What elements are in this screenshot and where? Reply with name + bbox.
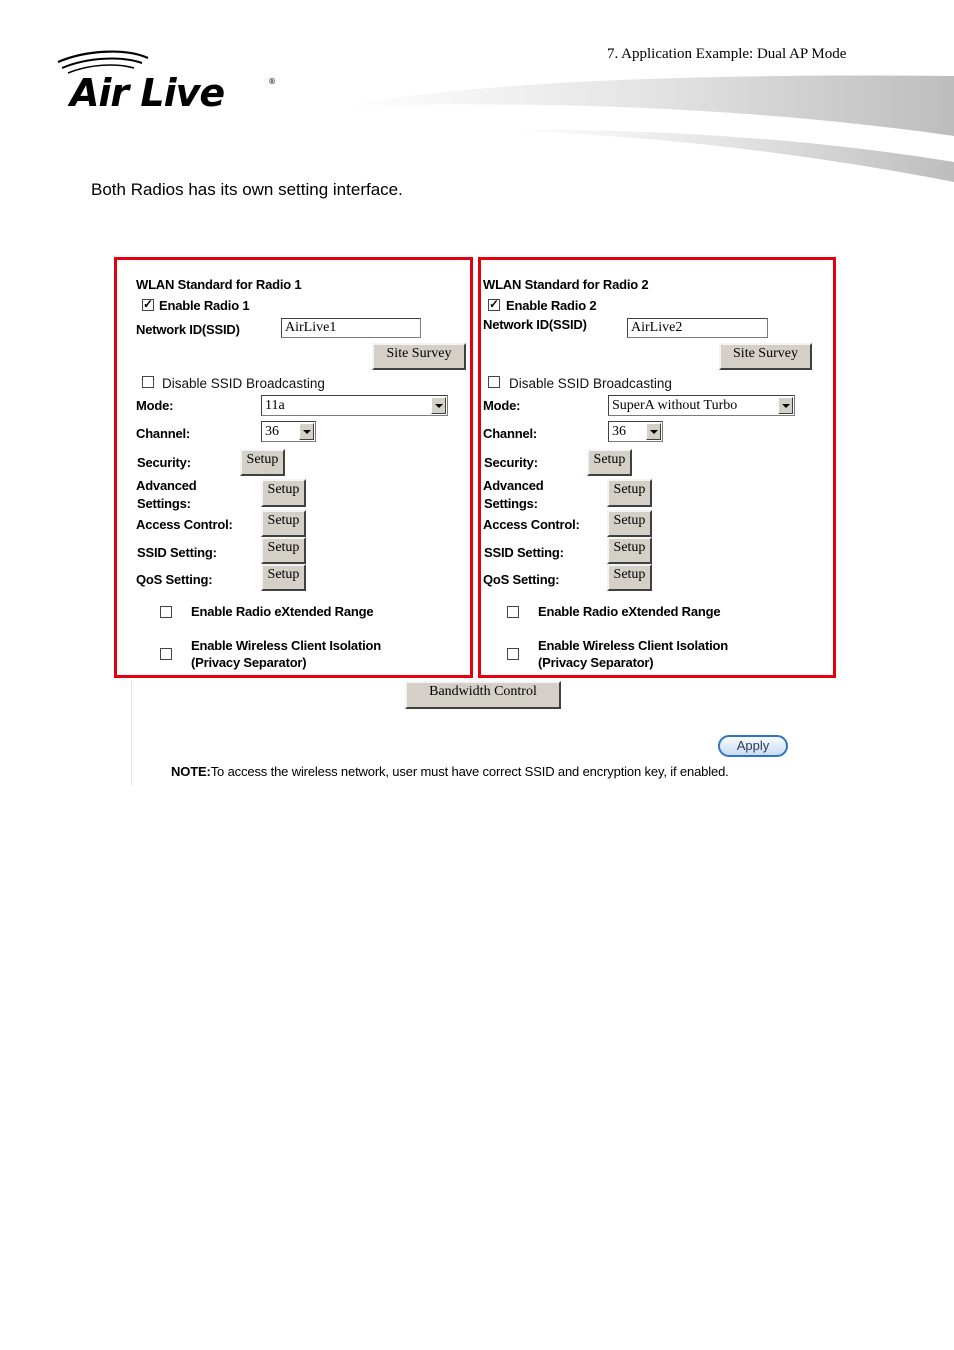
radio2-qos-label: QoS Setting: bbox=[483, 572, 560, 587]
note-prefix: NOTE: bbox=[171, 764, 211, 779]
apply-button[interactable]: Apply bbox=[718, 735, 788, 757]
radio2-mode-select[interactable] bbox=[608, 395, 795, 416]
radio1-qos-setup-button[interactable]: Setup bbox=[261, 564, 306, 591]
radio1-channel-value: 36 bbox=[265, 424, 279, 439]
radio1-ssid-input[interactable]: AirLive1 bbox=[281, 318, 421, 338]
radio2-access-label: Access Control: bbox=[483, 517, 580, 532]
svg-text:Air Live: Air Live bbox=[70, 71, 225, 115]
radio2-disable-broadcast-checkbox[interactable] bbox=[488, 376, 500, 388]
radio1-title: WLAN Standard for Radio 1 bbox=[136, 277, 302, 292]
note-body: To access the wireless network, user must have correct SSID and encryption key, if enabled. bbox=[210, 764, 729, 779]
radio1-mode-label: Mode: bbox=[136, 398, 174, 413]
radio2-title: WLAN Standard for Radio 2 bbox=[483, 277, 649, 292]
radio2-access-setup-button[interactable]: Setup bbox=[607, 510, 652, 537]
radio1-channel-label: Channel: bbox=[136, 426, 191, 441]
radio1-enable-checkbox[interactable] bbox=[142, 299, 154, 311]
chapter-header: 7. Application Example: Dual AP Mode bbox=[607, 46, 847, 62]
radio2-isolation-checkbox[interactable] bbox=[507, 648, 519, 660]
radio1-enable-label: Enable Radio 1 bbox=[159, 298, 250, 313]
radio1-isolation-sublabel: (Privacy Separator) bbox=[191, 655, 307, 670]
radio2-enable-label: Enable Radio 2 bbox=[506, 298, 597, 313]
radio1-security-setup-button[interactable]: Setup bbox=[240, 449, 285, 476]
radio1-qos-label: QoS Setting: bbox=[136, 572, 213, 587]
radio2-xr-checkbox[interactable] bbox=[507, 606, 519, 618]
radio2-enable-checkbox[interactable] bbox=[488, 299, 500, 311]
radio2-ssid-setting-label: SSID Setting: bbox=[484, 545, 564, 560]
chevron-down-icon[interactable] bbox=[778, 397, 793, 414]
airlive-logo bbox=[56, 48, 282, 118]
radio2-disable-broadcast-label: Disable SSID Broadcasting bbox=[509, 376, 672, 391]
chevron-down-icon[interactable] bbox=[646, 423, 661, 440]
radio1-disable-broadcast-label: Disable SSID Broadcasting bbox=[162, 376, 325, 391]
note-text bbox=[171, 764, 729, 779]
radio2-advanced-label-2: Settings: bbox=[484, 496, 538, 511]
panel-edge-line bbox=[131, 680, 132, 786]
radio2-qos-setup-button[interactable]: Setup bbox=[607, 564, 652, 591]
bandwidth-control-button[interactable]: Bandwidth Control bbox=[405, 681, 561, 709]
radio1-access-setup-button[interactable]: Setup bbox=[261, 510, 306, 537]
radio2-ssid-label: Network ID(SSID) bbox=[483, 317, 587, 332]
radio1-channel-select[interactable] bbox=[261, 421, 316, 442]
radio1-site-survey-button[interactable]: Site Survey bbox=[372, 343, 466, 370]
radio2-channel-select[interactable] bbox=[608, 421, 663, 442]
radio2-isolation-label: Enable Wireless Client Isolation bbox=[538, 638, 728, 653]
radio2-ssid-input[interactable]: AirLive2 bbox=[627, 318, 768, 338]
radio2-security-setup-button[interactable]: Setup bbox=[587, 449, 632, 476]
radio1-isolation-checkbox[interactable] bbox=[160, 648, 172, 660]
radio2-advanced-setup-button[interactable]: Setup bbox=[607, 479, 652, 507]
header-swoosh-graphic bbox=[340, 70, 954, 190]
radio2-security-label: Security: bbox=[484, 455, 538, 470]
radio1-ssid-label: Network ID(SSID) bbox=[136, 322, 240, 337]
radio2-mode-label: Mode: bbox=[483, 398, 521, 413]
radio1-isolation-label: Enable Wireless Client Isolation bbox=[191, 638, 381, 653]
radio1-security-label: Security: bbox=[137, 455, 191, 470]
radio2-advanced-label: Advanced bbox=[483, 478, 544, 493]
radio1-xr-label: Enable Radio eXtended Range bbox=[191, 604, 374, 619]
svg-text:®: ® bbox=[268, 77, 276, 86]
radio1-xr-checkbox[interactable] bbox=[160, 606, 172, 618]
radio1-ssid-setting-label: SSID Setting: bbox=[137, 545, 217, 560]
radio2-channel-label: Channel: bbox=[483, 426, 538, 441]
radio1-advanced-label-2: Settings: bbox=[137, 496, 191, 511]
intro-text: Both Radios has its own setting interface. bbox=[91, 180, 403, 199]
radio2-ssid-setup-button[interactable]: Setup bbox=[607, 537, 652, 564]
chevron-down-icon[interactable] bbox=[431, 397, 446, 414]
radio2-xr-label: Enable Radio eXtended Range bbox=[538, 604, 721, 619]
radio1-disable-broadcast-checkbox[interactable] bbox=[142, 376, 154, 388]
radio1-advanced-setup-button[interactable]: Setup bbox=[261, 479, 306, 507]
radio1-mode-value: 11a bbox=[265, 398, 285, 413]
radio1-mode-select[interactable] bbox=[261, 395, 448, 416]
chevron-down-icon[interactable] bbox=[299, 423, 314, 440]
radio2-channel-value: 36 bbox=[612, 424, 626, 439]
radio1-advanced-label: Advanced bbox=[136, 478, 197, 493]
radio1-ssid-setup-button[interactable]: Setup bbox=[261, 537, 306, 564]
radio1-access-label: Access Control: bbox=[136, 517, 233, 532]
radio2-isolation-sublabel: (Privacy Separator) bbox=[538, 655, 654, 670]
radio2-site-survey-button[interactable]: Site Survey bbox=[719, 343, 812, 370]
radio2-mode-value: SuperA without Turbo bbox=[612, 398, 738, 413]
